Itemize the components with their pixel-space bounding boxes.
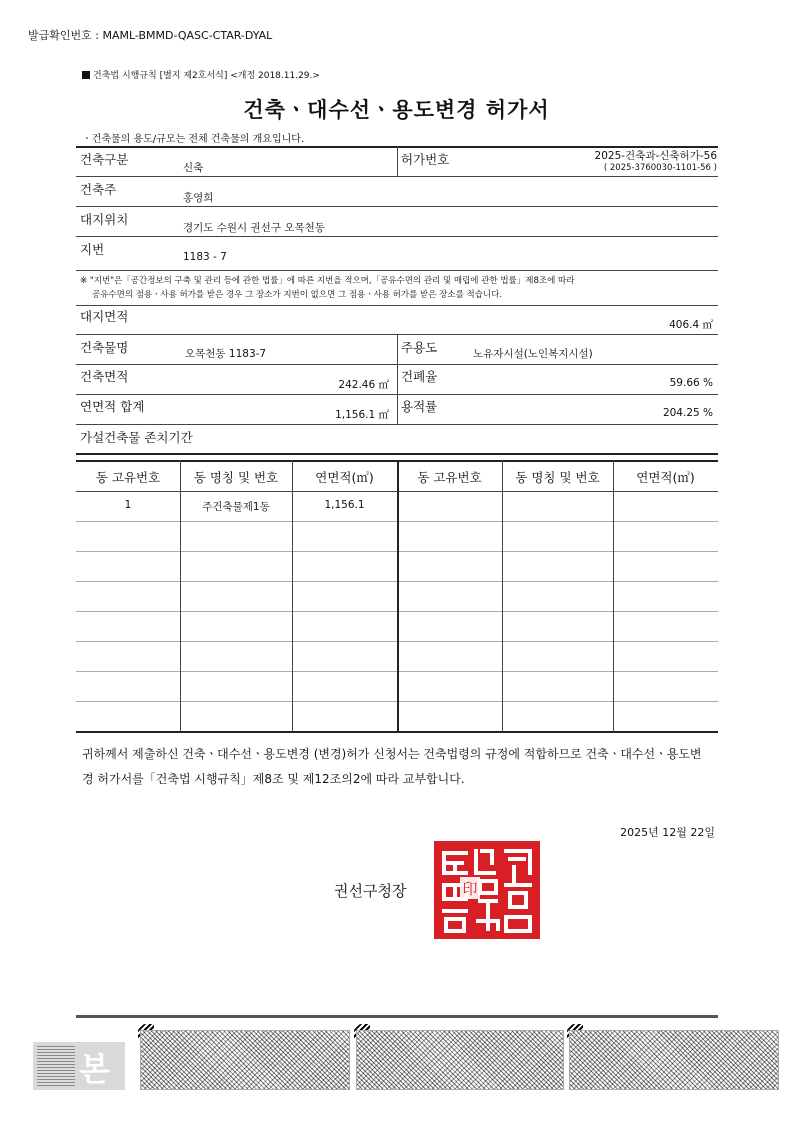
lot-label: 지번 [80,242,105,257]
site-value: 경기도 수원시 권선구 오목천동 [183,222,325,234]
footnote [80,274,720,302]
main-use-label: 주용도 [401,340,438,355]
security-barcode-2 [356,1030,564,1090]
building-area-label: 건축면적 [80,369,129,384]
copy-mark-text: 본 [79,1050,110,1088]
issue-number: 발급확인번호 : MAML-BMMD-QASC-CTAR-DYAL [28,29,273,42]
copy-mark-pattern [37,1046,75,1086]
building-name-value: 오목천동 1183-7 [185,348,267,360]
footnote-line-2: 공유수면의 점용ㆍ사용 허가를 받은 경우 그 장소가 지번이 없으면 그 점용ㆍ사용 허가를 받은 장소를 적습니다. [92,290,503,300]
row1-unique-no: 1 [124,499,132,511]
official-seal [434,841,540,939]
page-title: 건축ㆍ대수선ㆍ용도변경 허가서 [243,98,550,122]
svg-text:印: 印 [462,880,478,898]
far-value: 204.25 % [662,407,713,419]
permit-sub: ( 2025-3760030-1101-56 ) [603,163,717,173]
square-bullet-icon [82,71,90,79]
building-area-value: 242.46 ㎡ [338,379,389,391]
site-area-value: 406.4 ㎡ [669,319,713,331]
legal-basis [82,68,320,81]
owner-value: 홍영희 [183,192,214,204]
owner-label: 건축주 [80,182,117,197]
legal-basis-text: 건축법 시행규칙 [별지 제2호서식] <개정 2018.11.29.> [93,71,320,81]
total-floor-value: 1,156.1 ㎡ [335,409,389,421]
temp-building-label: 가설건축물 존치기간 [80,430,193,445]
header-area-1: 연면적(㎡) [315,470,374,485]
type-value: 신축 [183,162,204,174]
security-barcode-1 [140,1030,350,1090]
header-unique-no-1: 동 고유번호 [95,470,161,485]
issuer-name: 권선구청장 [334,882,407,900]
type-label: 건축구분 [80,152,129,167]
summary-note: ㆍ건축물의 용도/규모는 전체 건축물의 개요입니다. [82,134,305,145]
building-name-label: 건축물명 [80,340,129,355]
row1-area: 1,156.1 [324,499,365,511]
header-unique-no-2: 동 고유번호 [417,470,482,485]
site-label: 대지위치 [80,212,129,227]
copy-mark-box [33,1042,125,1090]
bottom-divider [76,1015,718,1018]
lot-value: 1183 - 7 [183,251,227,263]
issue-date: 2025년 12월 22일 [620,826,715,839]
permit-label: 허가번호 [401,152,450,167]
coverage-label: 건폐율 [401,369,438,384]
far-label: 용적률 [401,399,438,414]
issuance-statement: 귀하께서 제출하신 건축ㆍ대수선ㆍ용도변경 (변경)허가 신청서는 건축법령의 규정에 적합하므로 건축ㆍ대수선ㆍ용도변경 허가서를「건축법 시행규칙」제8조 및 제12조의2에 따라 교부합니다. [82,747,702,786]
security-barcode-3 [569,1030,779,1090]
footnote-line-1: ※ "지번"은「공간정보의 구축 및 관리 등에 관한 법률」에 따른 지번을 적으며,「공유수면의 관리 및 매립에 관한 법률」제8조에 따라 [80,276,575,286]
main-use-value: 노유자시설(노인복지시설) [473,348,593,360]
header-name-2: 동 명칭 및 번호 [515,470,600,485]
total-floor-label: 연면적 합계 [80,399,145,414]
header-name-1: 동 명칭 및 번호 [193,470,279,485]
header-area-2: 연면적(㎡) [636,470,695,485]
permit-value: 2025-건축과-신축허가-56 [594,150,717,162]
site-area-label: 대지면적 [80,309,129,324]
coverage-value: 59.66 % [669,377,713,389]
row1-name: 주건축물제1동 [202,501,270,513]
